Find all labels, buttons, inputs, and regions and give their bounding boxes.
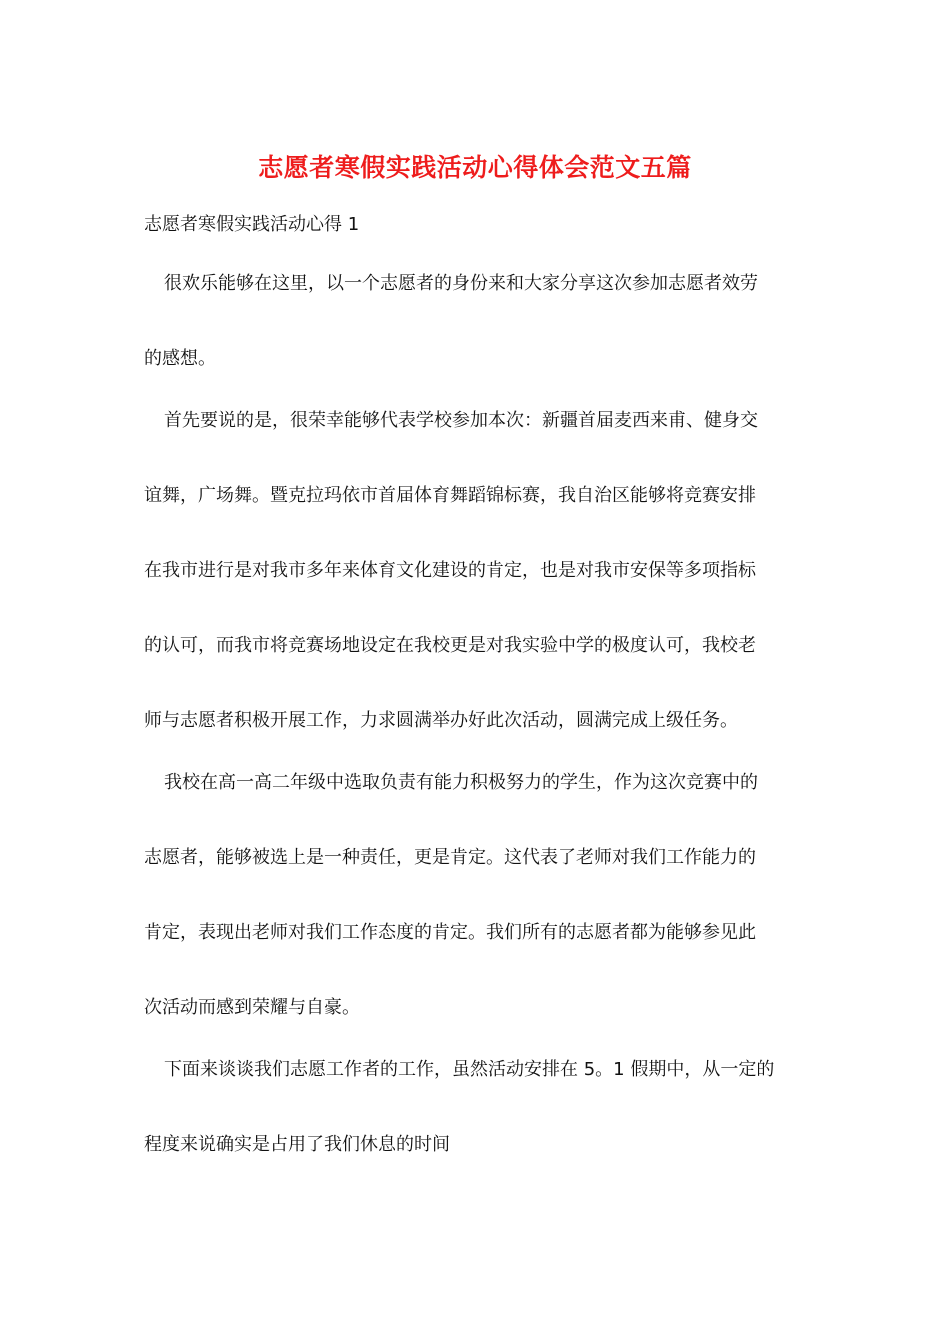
paragraph-line: 谊舞，广场舞。暨克拉玛依市首届体育舞蹈锦标赛，我自治区能够将竞赛安排 xyxy=(144,485,756,506)
paragraph-line: 程度来说确实是占用了我们休息的时间 xyxy=(144,1134,450,1155)
paragraph-line: 志愿者，能够被选上是一种责任，更是肯定。这代表了老师对我们工作能力的 xyxy=(144,847,756,868)
paragraph-line: 首先要说的是，很荣幸能够代表学校参加本次：新疆首届麦西来甫、健身交 xyxy=(164,410,758,431)
document-body xyxy=(144,264,806,1200)
paragraph-line: 我校在高一高二年级中选取负责有能力积极努力的学生，作为这次竞赛中的 xyxy=(164,772,758,793)
paragraph-line: 很欢乐能够在这里，以一个志愿者的身份来和大家分享这次参加志愿者效劳 xyxy=(164,273,758,294)
paragraph-line: 次活动而感到荣耀与自豪。 xyxy=(144,997,360,1018)
section-heading: 志愿者寒假实践活动心得 1 xyxy=(144,214,360,235)
paragraph-3 xyxy=(144,763,806,1050)
paragraph-line: 师与志愿者积极开展工作，力求圆满举办好此次活动，圆满完成上级任务。 xyxy=(144,710,738,731)
paragraph-1 xyxy=(144,264,806,401)
paragraph-line: 的感想。 xyxy=(144,348,216,369)
paragraph-2 xyxy=(144,401,806,763)
paragraph-line: 的认可，而我市将竞赛场地设定在我校更是对我实验中学的极度认可，我校老 xyxy=(144,635,756,656)
paragraph-4 xyxy=(144,1050,806,1200)
paragraph-line: 在我市进行是对我市多年来体育文化建设的肯定，也是对我市安保等多项指标 xyxy=(144,560,756,581)
paragraph-line: 下面来谈谈我们志愿工作者的工作，虽然活动安排在 5。1 假期中，从一定的 xyxy=(164,1059,775,1080)
paragraph-line: 肯定，表现出老师对我们工作态度的肯定。我们所有的志愿者都为能够参见此 xyxy=(144,922,756,943)
document-title: 志愿者寒假实践活动心得体会范文五篇 xyxy=(258,153,692,182)
